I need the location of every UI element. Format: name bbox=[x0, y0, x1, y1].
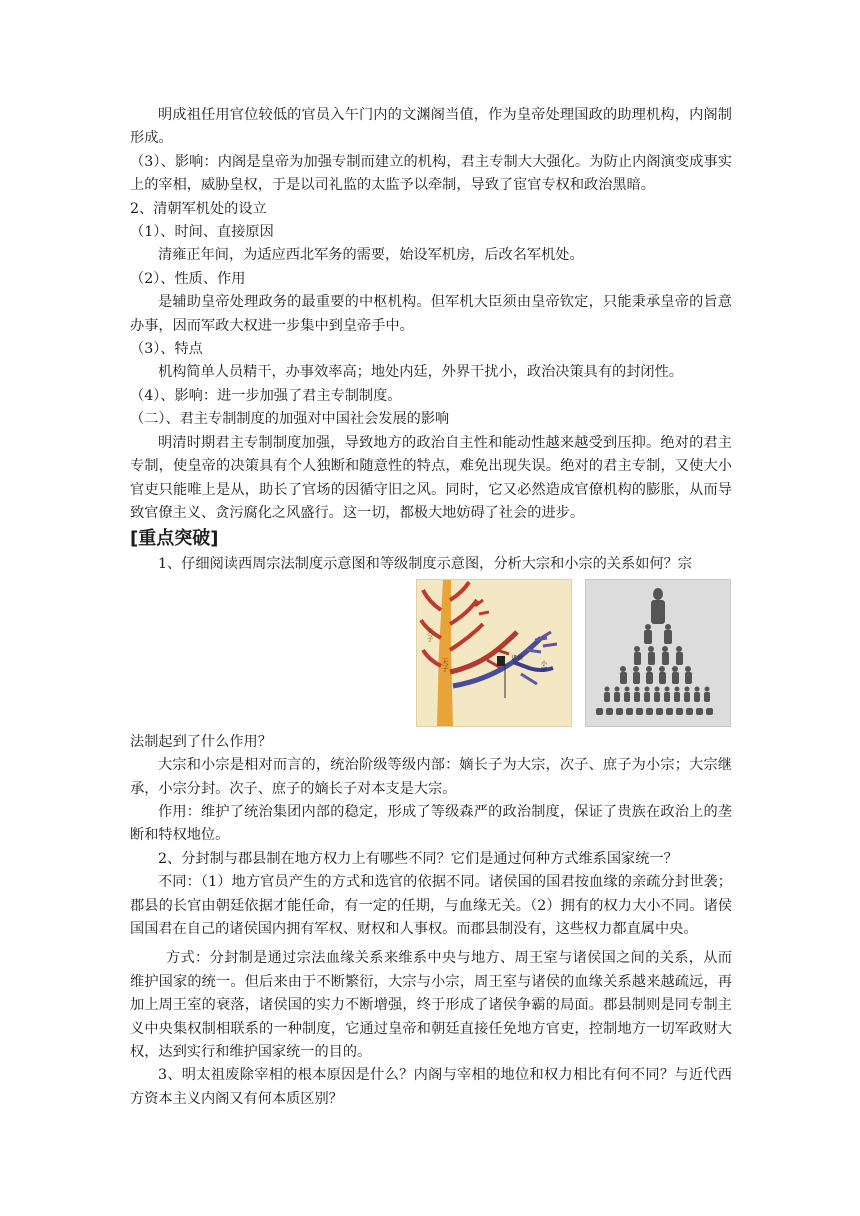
paragraph-time-cause: 清雍正年间，为适应西北军务的需要，始设军机房，后改名军机处。 bbox=[158, 247, 584, 264]
answer-2-differences: 不同：（1）地方官员产生的方式和选官的依据不同。诸侯国的国君按血缘的亲疏分封世袭；郡县的长官由朝廷依据才能任命，有一定的任期，与血缘无关。（2）拥有的权力大小不同。诸侯国国君在自己的诸侯国内拥有军权、财权和人事权。而郡县制没有，这些权力都直属中央。 bbox=[130, 874, 732, 937]
paragraph-nature-role: 是辅助皇帝处理政务的最重要的中枢机构。但军机大臣须由皇帝钦定，只能秉承皇帝的旨意办事，因而军政大权进一步集中到皇帝手中。 bbox=[130, 294, 732, 334]
answer-2-methods: 方式：分封制是通过宗法血缘关系来维系中央与地方、周王室与诸侯国之间的关系，从而维护国家的统一。但后来由于不断繁衍，大宗与小宗，周王室与诸侯的血缘关系越来越疏远，再加上周王室的衰落，诸侯国的实力不断增强，终于形成了诸侯争霸的局面。郡县制则是同专制主义中央集权制相联系的一种制度，它通过皇帝和朝廷直接任免地方官吏，控制地方一切军政财大权，达到实行和维护国家统一的目的。 bbox=[130, 950, 732, 1060]
tree-label-side: 小宗 bbox=[539, 659, 547, 672]
figures-row bbox=[130, 579, 732, 731]
pyramid-illustration bbox=[586, 580, 730, 726]
answer-1-role: 作用：维护了统治集团内部的稳定，形成了等级森严的政治制度，保证了贵族在政治上的垄断和特权地位。 bbox=[130, 803, 732, 844]
subtitle-time-cause: （1）、时间、直接原因 bbox=[130, 224, 274, 241]
question-3: 3、明太祖废除宰相的根本原因是什么？内阁与宰相的地位和权力相比有何不同？与近代西方资本主义内阁又有何本质区别？ bbox=[130, 1067, 732, 1107]
key-points-heading: [重点突破] bbox=[130, 528, 219, 550]
tree-label-branch: 天子 bbox=[441, 657, 449, 672]
paragraph-grand-secretariat-origin: 明成祖任用官位较低的官员入午门内的文渊阁当值，作为皇帝处理国政的助理机构，内阁制形成。 bbox=[130, 107, 732, 147]
paragraph-grand-secretariat-impact: （3）、影响：内阁是皇帝为加强专制而建立的机构，君主专制大大强化。为防止内阁演变成事实上的宰相，威胁皇权，于是以司礼监的太监予以牵制，导致了宦官专权和政治黑暗。 bbox=[130, 153, 732, 194]
section-title-autocracy-impact: （二）、君主专制制度的加强对中国社会发展的影响 bbox=[130, 411, 450, 428]
paragraph-autocracy-impact: 明清时期君主专制制度加强，导致地方的政治自主性和能动性越来越受到压抑。绝对的君主专制，使皇帝的决策具有个人独断和随意性的特点，难免出现失误。绝对的君主专制，又使大小官吏只能唯上是从，助长了官场的因循守旧之风。同时，它又必然造成官僚机构的膨胀，从而导致官僚主义、贪污腐化之风盛行。这一切，都极大地妨碍了社会的进步。 bbox=[130, 434, 732, 521]
paragraph-grand-council-impact: （4）、影响：进一步加强了君主专制制度。 bbox=[130, 387, 402, 404]
document-page bbox=[130, 104, 732, 1111]
tree-label-cross: 诸侯 bbox=[511, 654, 524, 662]
clan-tree-illustration bbox=[417, 580, 571, 726]
subtitle-nature-role: （2）、性质、作用 bbox=[130, 270, 246, 287]
subtitle-features: （3）、特点 bbox=[130, 341, 203, 358]
question-2: 2、分封制与郡县制在地方权力上有哪些不同？它们是通过何种方式维系国家统一？ bbox=[158, 850, 678, 867]
paragraph-features: 机构简单人员精干，办事效率高；地处内廷，外界干扰小，政治决策具有的封闭性。 bbox=[158, 364, 683, 381]
answer-1-relationship: 大宗和小宗是相对而言的，统治阶级等级内部：嫡长子为大宗，次子、庶子为小宗；大宗继承，小宗分封。次子、庶子的嫡长子对本支是大宗。 bbox=[130, 757, 732, 797]
hierarchy-pyramid-diagram bbox=[585, 579, 731, 727]
tree-label-trunk: 天子 bbox=[426, 627, 434, 642]
clan-system-tree-diagram bbox=[416, 579, 572, 727]
section-title-grand-council: 2、清朝军机处的设立 bbox=[130, 200, 267, 217]
question-1-end: 法制起到了什么作用？ bbox=[130, 733, 272, 750]
question-1-start: 1、仔细阅读西周宗法制度示意图和等级制度示意图，分析大宗和小宗的关系如何？宗 bbox=[158, 556, 692, 573]
